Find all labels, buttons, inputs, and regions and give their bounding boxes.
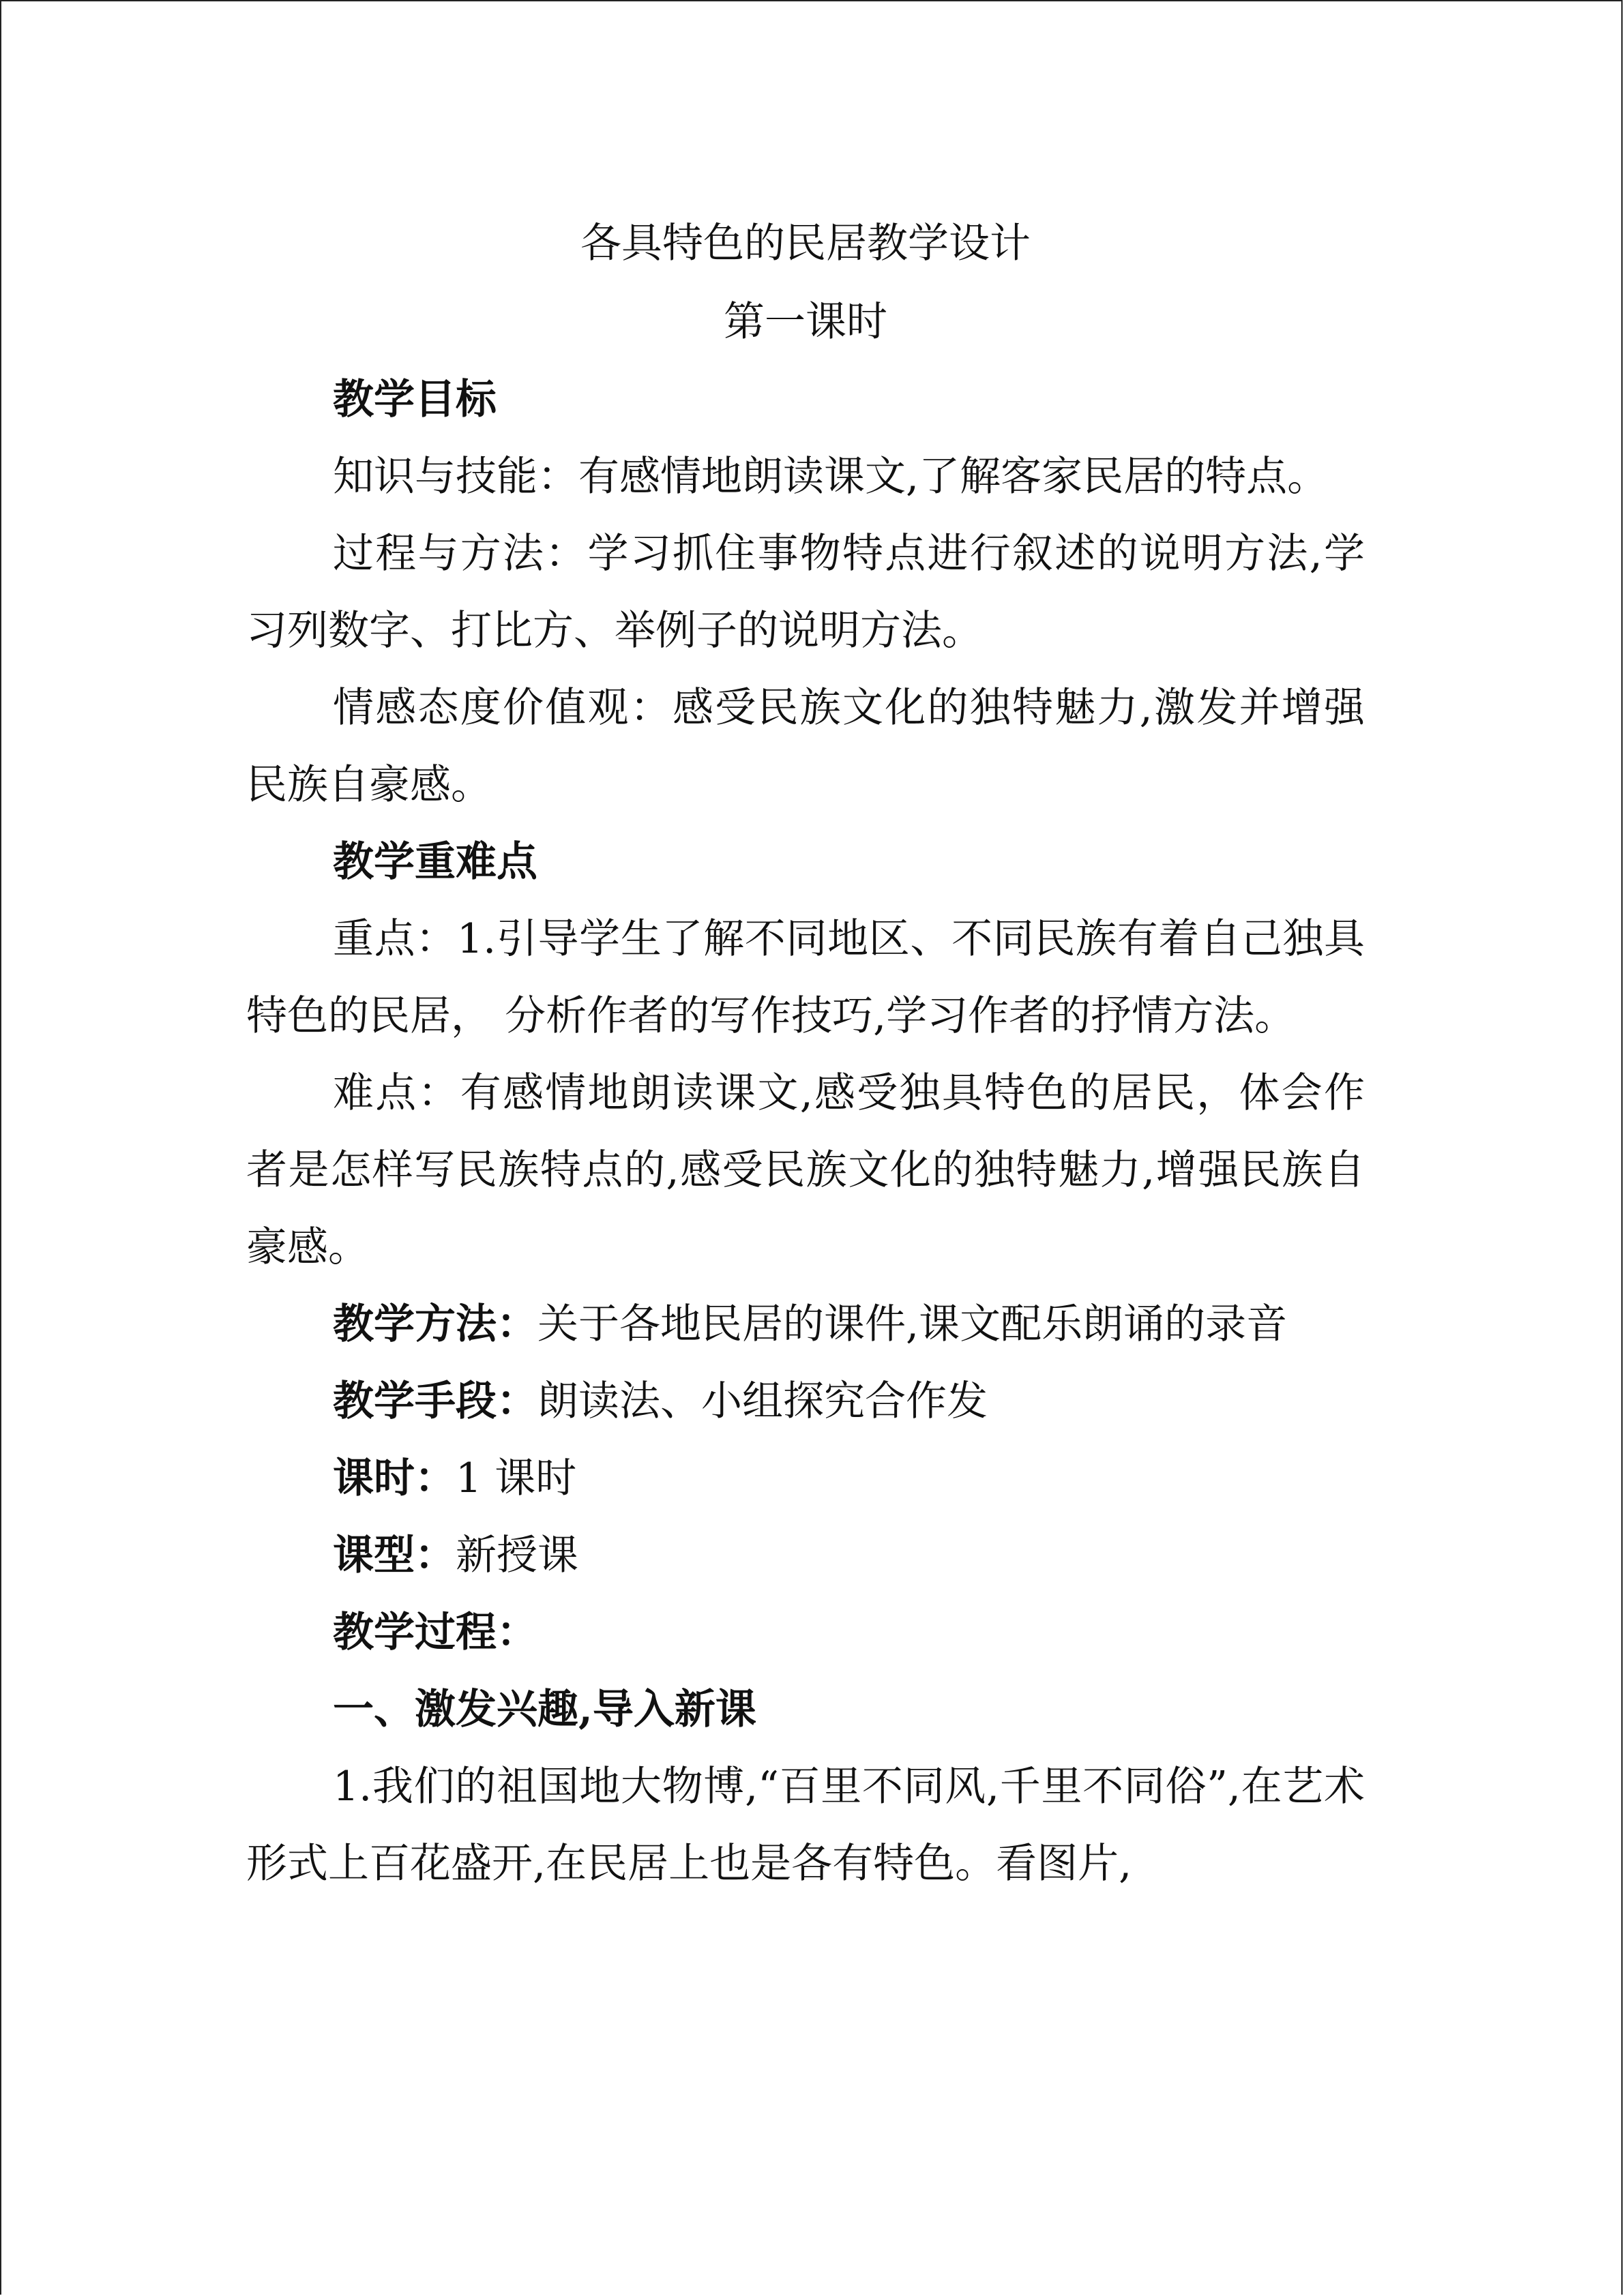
lesson-type-label: 课型： [333,1532,456,1579]
teaching-means [246,1363,1365,1440]
goals-heading: 教学目标 [333,376,497,423]
document-title: 各具特色的民居教学设计 [580,220,1031,267]
document-body [246,205,1365,1903]
step1-text: 1.我们的祖国地大物博,“百里不同风,千里不同俗”,在艺术形式上百花盛开,在民居上也是各有特色。看图片, [246,1763,1365,1888]
teaching-means-text: 朗读法、小组探究合作发 [537,1377,988,1425]
step1-heading: 一、激发兴趣,导入新课 [333,1686,756,1733]
process-heading: 教学过程： [333,1609,537,1656]
teaching-method [246,1286,1365,1363]
key-points-heading: 教学重难点 [333,838,537,886]
emotion-goal: 情感态度价值观：感受民族文化的独特魅力,激发并增强民族自豪感。 [246,684,1365,809]
teaching-method-text: 关于各地民居的课件,课文配乐朗诵的录音 [537,1300,1288,1348]
teaching-means-label: 教学手段： [333,1377,537,1425]
class-hours [246,1440,1365,1517]
lesson-type-text: 新授课 [456,1532,578,1579]
document-subtitle: 第一课时 [724,298,887,346]
teaching-method-label: 教学方法： [333,1300,537,1348]
class-hours-text: 1 课时 [456,1455,577,1502]
class-hours-label: 课时： [333,1455,456,1502]
difficulty-point: 难点：有感情地朗读课文,感受独具特色的居民，体会作者是怎样写民族特点的,感受民族文化的独特魅力,增强民族自豪感。 [246,1069,1365,1271]
lesson-type [246,1517,1365,1594]
process-goal: 过程与方法：学习抓住事物特点进行叙述的说明方法,学习列数字、打比方、举例子的说明方法。 [246,530,1365,655]
key-point: 重点：1.引导学生了解不同地区、不同民族有着自己独具特色的民居， 分析作者的写作技巧,学习作者的抒情方法。 [246,915,1365,1040]
knowledge-goal: 知识与技能：有感情地朗读课文,了解客家民居的特点。 [333,453,1329,501]
